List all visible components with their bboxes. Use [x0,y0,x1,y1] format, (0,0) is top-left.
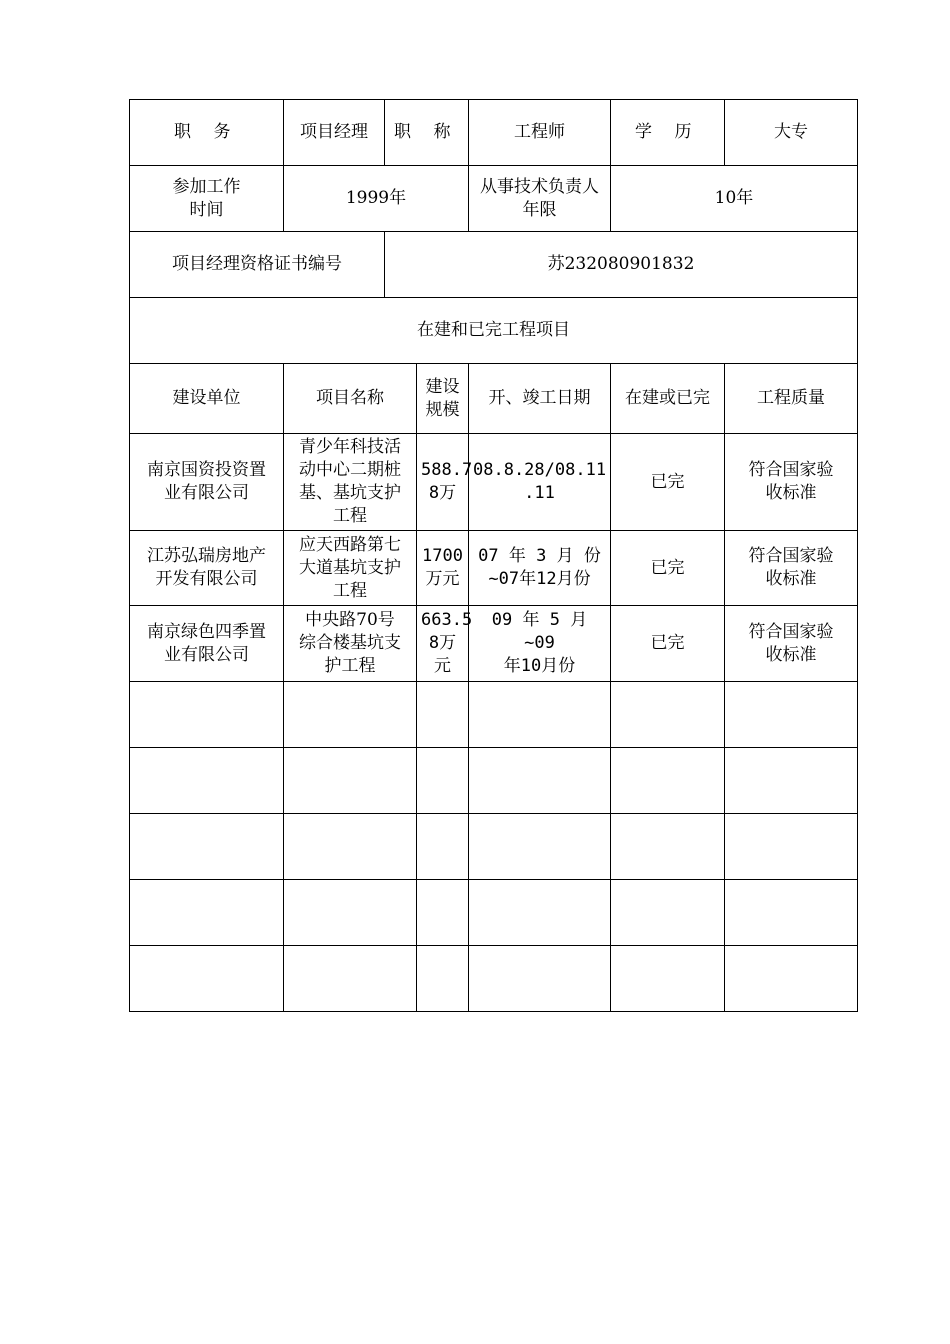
title-label: 职 称 [385,100,469,166]
empty-row [130,748,858,814]
empty-cell [130,748,284,814]
header-row-experience [130,166,858,232]
row-project-name: 应天西路第七 大道基坑支护 工程 [284,531,417,606]
header-row-position [130,100,858,166]
column-header: 工程质量 [725,364,858,434]
row-project-name: 中央路70号 综合楼基坑支 护工程 [284,606,417,682]
empty-cell [417,682,469,748]
table-row [130,434,858,531]
empty-cell [469,814,611,880]
empty-cell [130,946,284,1012]
empty-cell [611,880,725,946]
table-row [130,606,858,682]
row-scale: 1700 万元 [417,531,469,606]
empty-cell [284,880,417,946]
empty-cell [130,814,284,880]
position-value: 项目经理 [284,100,385,166]
row-status: 已完 [611,531,725,606]
row-unit: 江苏弘瑞房地产 开发有限公司 [130,531,284,606]
empty-cell [130,880,284,946]
row-dates: 07 年 3 月 份 ~07年12月份 [469,531,611,606]
empty-cell [725,814,858,880]
empty-cell [469,748,611,814]
row-dates: 09 年 5 月 ~09 年10月份 [469,606,611,682]
empty-cell [417,748,469,814]
row-quality: 符合国家验 收标准 [725,531,858,606]
empty-cell [611,748,725,814]
row-scale: 588.7 8万 [417,434,469,531]
header-row-certificate [130,232,858,298]
empty-cell [725,946,858,1012]
certificate-value: 苏232080901832 [385,232,858,298]
empty-row [130,880,858,946]
empty-row [130,814,858,880]
column-header: 项目名称 [284,364,417,434]
empty-cell [417,814,469,880]
row-unit: 南京国资投资置 业有限公司 [130,434,284,531]
empty-cell [611,814,725,880]
empty-cell [611,946,725,1012]
row-status: 已完 [611,606,725,682]
position-label: 职 务 [130,100,284,166]
column-header: 建设 规模 [417,364,469,434]
empty-cell [611,682,725,748]
row-quality: 符合国家验 收标准 [725,434,858,531]
empty-cell [469,946,611,1012]
row-project-name: 青少年科技活 动中心二期桩 基、基坑支护 工程 [284,434,417,531]
section-title-row [130,298,858,364]
column-header: 在建或已完 [611,364,725,434]
section-title: 在建和已完工程项目 [130,298,858,364]
empty-cell [284,946,417,1012]
empty-row [130,682,858,748]
empty-cell [417,880,469,946]
certificate-label: 项目经理资格证书编号 [130,232,385,298]
empty-row [130,946,858,1012]
empty-cell [725,880,858,946]
education-value: 大专 [725,100,858,166]
empty-cell [469,682,611,748]
row-scale: 663.5 8万元 [417,606,469,682]
column-header-row [130,364,858,434]
empty-cell [130,682,284,748]
empty-cell [417,946,469,1012]
empty-cell [469,880,611,946]
row-status: 已完 [611,434,725,531]
row-unit: 南京绿色四季置 业有限公司 [130,606,284,682]
row-dates: 08.8.28/08.11 .11 [469,434,611,531]
work-start-value: 1999年 [284,166,469,232]
empty-cell [725,682,858,748]
project-manager-form-table [129,99,858,1012]
tech-years-label: 从事技术负责人 年限 [469,166,611,232]
column-header: 建设单位 [130,364,284,434]
title-value: 工程师 [469,100,611,166]
empty-cell [284,748,417,814]
empty-cell [284,682,417,748]
table-row [130,531,858,606]
work-start-label: 参加工作 时间 [130,166,284,232]
empty-cell [725,748,858,814]
tech-years-value: 10年 [611,166,858,232]
education-label: 学 历 [611,100,725,166]
column-header: 开、竣工日期 [469,364,611,434]
row-quality: 符合国家验 收标准 [725,606,858,682]
empty-cell [284,814,417,880]
